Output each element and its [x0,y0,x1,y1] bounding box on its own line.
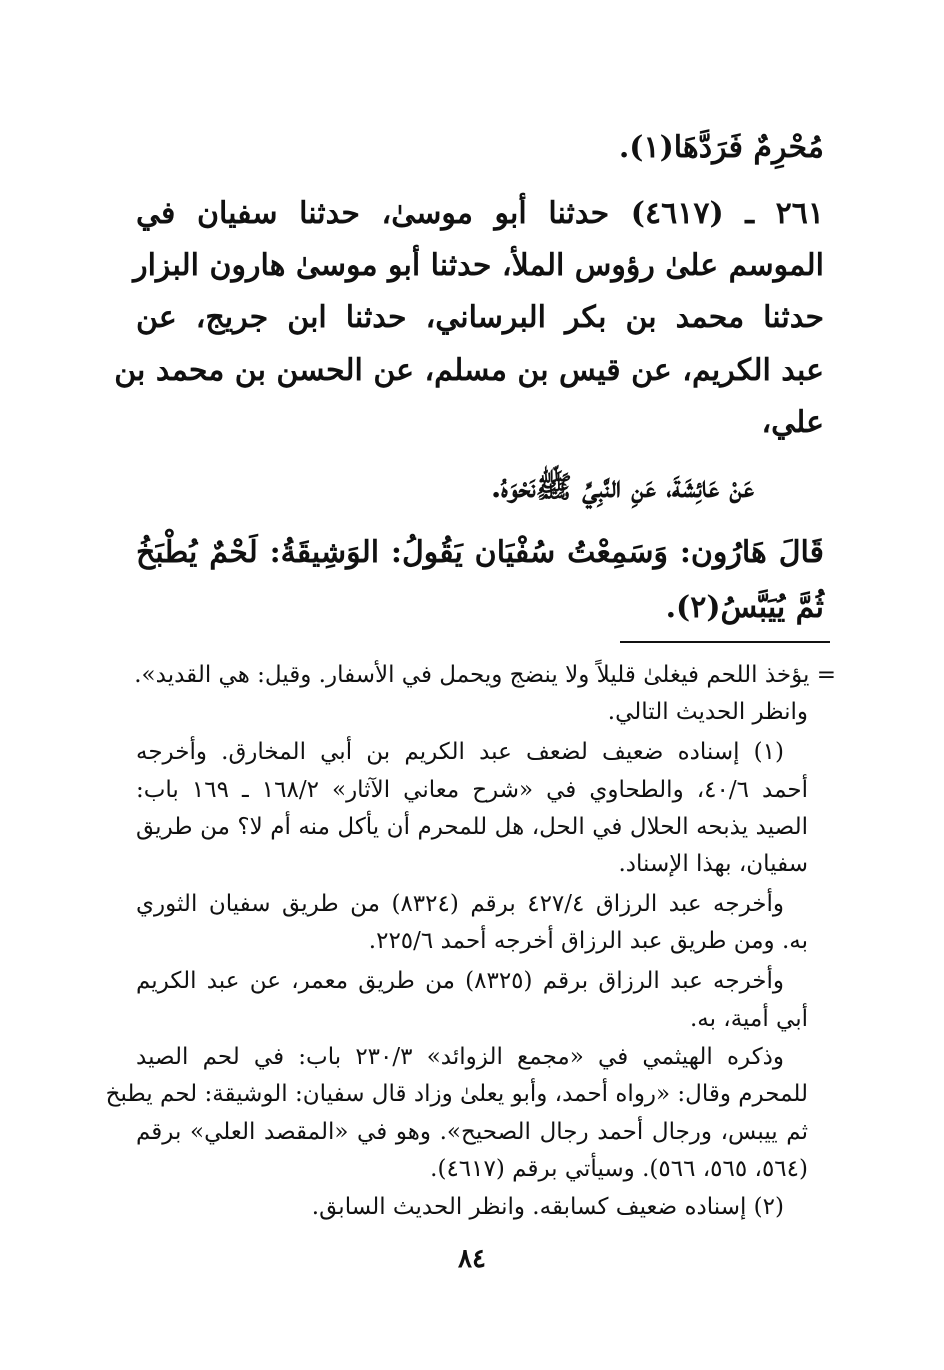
footnote-line: (٥٦٤، ٥٦٥، ٥٦٦). وسيأتي برقم (٤٦١٧). [430,1156,808,1182]
footnote-line: وأخرجه عبد الرزاق برقم (٨٣٢٥) من طريق معمر، عن عبد الكريم [136,968,784,994]
main-text-line: مُحْرِمٌ فَرَدَّهَا(١). [618,130,824,165]
main-text-line: ثُمَّ يُيَبَّسُ(٢). [665,590,824,625]
main-text-line: حدثنا محمد بن بكر البرساني، حدثنا ابن جريج، عن [136,300,824,335]
footnote-line: (٢) إسناده ضعيف كسابقه. وانظر الحديث السابق. [311,1194,784,1220]
main-text-line: قَالَ هَارُون: وَسَمِعْتُ سُفْيَان يَقُولُ: الوَشِيقَةُ: لَحْمٌ يُطْبَخُ [136,535,824,570]
main-text-line: الموسم علىٰ رؤوس الملأ، حدثنا أبو موسىٰ هارون البزار [133,248,824,283]
footnote-separator [620,641,830,643]
footnote-line: ثم ييبس، ورجال أحمد رجال الصحيح». وهو في «المقصد العلي» برقم [136,1119,808,1145]
footnote-line: (١) إسناده ضعيف لضعف عبد الكريم بن أبي المخارق. وأخرجه [136,739,784,765]
footnote-line: وأخرجه عبد الرزاق ٤٢٧/٤ برقم (٨٣٢٤) من طريق سفيان الثوري [136,891,784,917]
footnote-line: الصيد يذبحه الحلال في الحل، هل للمحرم أن يأكل منه أم لا؟ من طريق [136,814,808,840]
footnote-line: به. ومن طريق عبد الرزاق أخرجه أحمد ٢٢٥/٦. [368,928,808,954]
footnote-line: أبي أمية، به. [689,1006,808,1032]
footnote-line: = يؤخذ اللحم فيغلىٰ قليلاً ولا ينضج ويحمل في الأسفار. وقيل: هي القديد». [134,662,836,688]
main-text-line: علي، [761,405,824,440]
footnote-line: وذكره الهيثمي في «مجمع الزوائد» ٢٣٠/٣ باب: في لحم الصيد [136,1044,784,1070]
footnote-line: أحمد ٤٠/٦، والطحاوي في «شرح معاني الآثار» ١٦٨/٢ ـ ١٦٩ باب: [136,777,808,803]
main-text-line: عبد الكريم، عن قيس بن مسلم، عن الحسن بن محمد بن [114,353,824,388]
main-text-line: عَنْ عَائِشَةَ، عَنِ النَّبِيِّ ﷺنَحْوَهُ. [490,470,754,505]
hadith-number-line: ٢٦١ ـ (٤٦١٧) حدثنا أبو موسىٰ، حدثنا سفيان في [136,196,824,231]
page-number: ٨٤ [458,1244,486,1274]
footnote-line: للمحرم وقال: «رواه أحمد، وأبو يعلىٰ وزاد قال سفيان: الوشيقة: لحم يطبخ [105,1081,808,1107]
footnote-line: سفيان، بهذا الإسناد. [618,851,808,877]
footnote-line: وانظر الحديث التالي. [607,699,808,725]
